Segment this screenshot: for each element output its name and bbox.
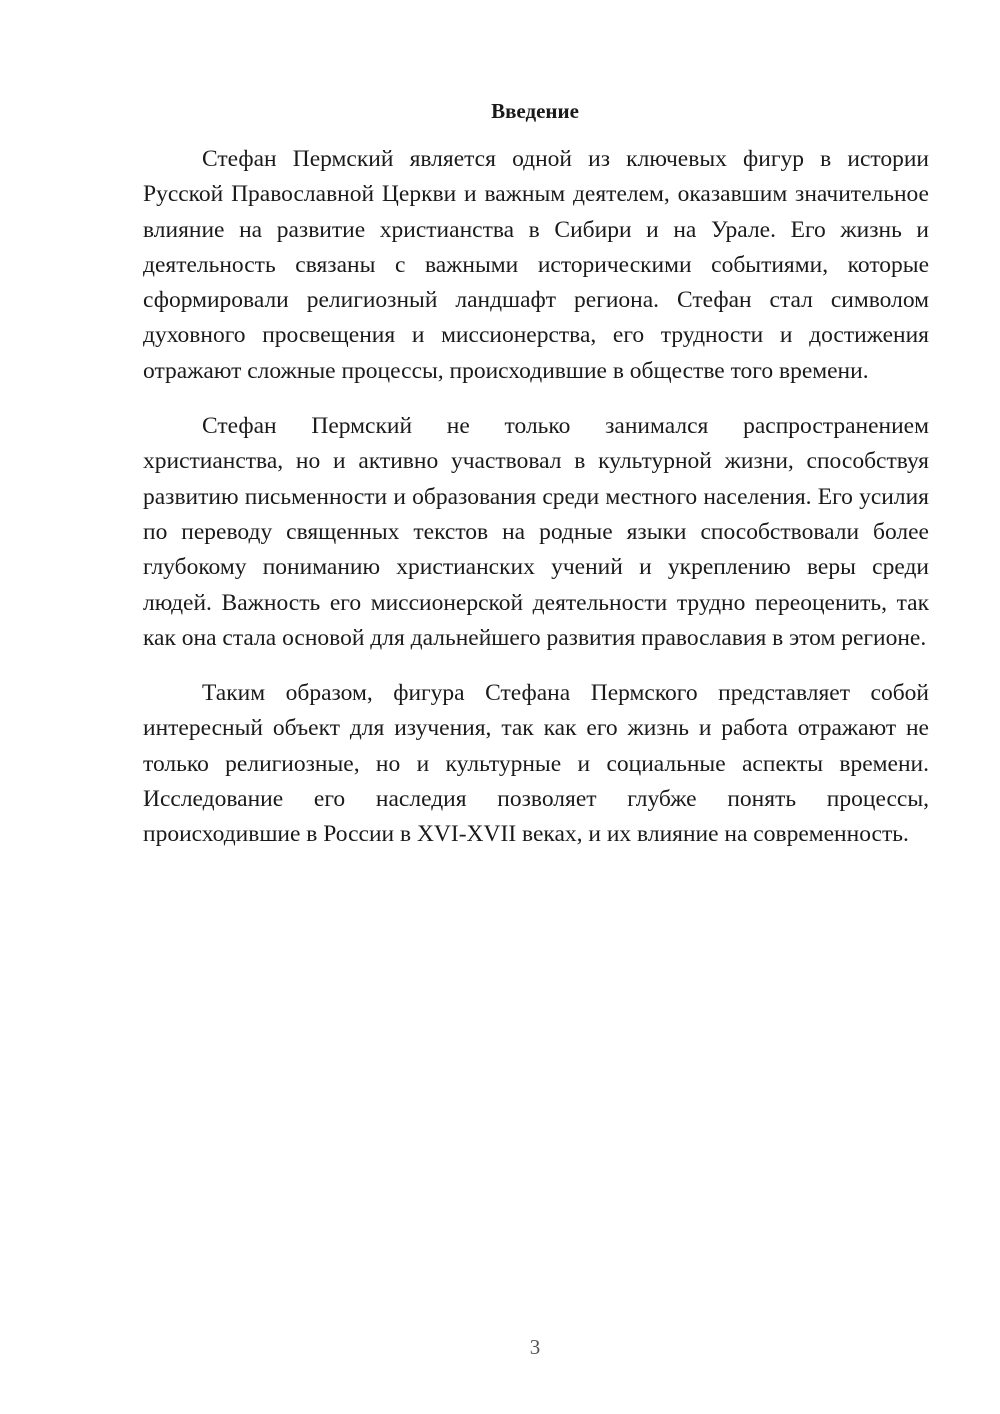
paragraph-3: Таким образом, фигура Стефана Пермского представляет собой интересный объект для изучения, так как его жизнь и работа отражают не только религиозные, но и культурные и социальные аспекты времени. Исследование его наследия позволяет глубже понять процессы, происходившие в России в XVI-XVII веках, и их влияние на современность. [143, 680, 929, 848]
page-number: 3 [529, 1335, 541, 1359]
section-heading: Введение [491, 99, 579, 123]
body-text [143, 142, 929, 873]
paragraph-2: Стефан Пермский не только занимался распространением христианства, но и активно участвовал в культурной жизни, способствуя развитию письменности и образования среди местного населения. Его усилия по переводу священных текстов на родные языки способствовали более глубокому пониманию христианских учений и укреплению веры среди людей. Важность его миссионерской деятельности трудно переоценить, так как она стала основой для дальнейшего развития православия в этом регионе. [143, 413, 929, 651]
paragraph-1: Стефан Пермский является одной из ключевых фигур в истории Русской Православной Церкви и важным деятелем, оказавшим значительное влияние на развитие христианства в Сибири и на Урале. Его жизнь и деятельность связаны с важными историческими событиями, которые сформировали религиозный ландшафт региона. Стефан стал символом духовного просвещения и миссионерства, его трудности и достижения отражают сложные процессы, происходившие в обществе того времени. [143, 146, 929, 384]
